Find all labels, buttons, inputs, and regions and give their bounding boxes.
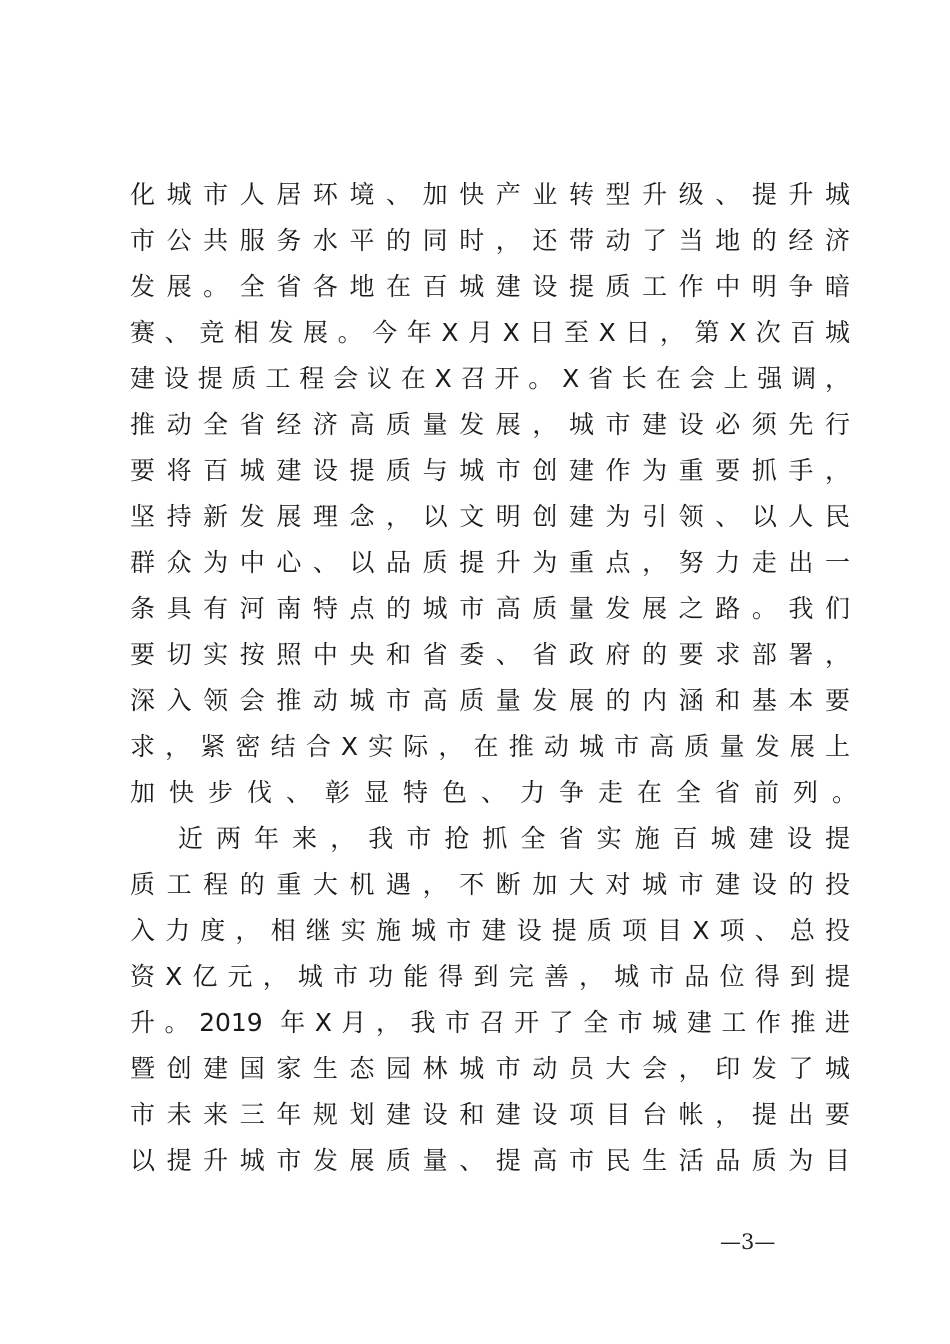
text-line: 化城市人居环境、加快产业转型升级、提升城 (130, 180, 850, 209)
text-line: 推动全省经济高质量发展，城市建设必须先行 (130, 410, 850, 439)
text-line: 深入领会推动城市高质量发展的内涵和基本要 (130, 686, 850, 715)
text-line: 要切实按照中央和省委、省政府的要求部署， (130, 640, 850, 669)
text-line: 市未来三年规划建设和建设项目台帐，提出要 (130, 1100, 850, 1129)
body-text (130, 172, 872, 1184)
text-line: 赛、竞相发展。今年X月X日至X日，第X次百城 (130, 318, 850, 347)
page-number: —3— (720, 1230, 776, 1254)
text-line: 质工程的重大机遇，不断加大对城市建设的投 (130, 870, 850, 899)
text-line: 要将百城建设提质与城市创建作为重要抓手， (130, 456, 850, 485)
text-line: 升。2019 年X月，我市召开了全市城建工作推进 (130, 1008, 850, 1037)
text-line: 市公共服务水平的同时，还带动了当地的经济 (130, 226, 850, 255)
paragraph-2 (130, 816, 850, 1184)
text-line: 坚持新发展理念，以文明创建为引领、以人民 (130, 502, 850, 531)
text-line: 资X亿元，城市功能得到完善，城市品位得到提 (130, 962, 850, 991)
text-line: 以提升城市发展质量、提高市民生活品质为目 (130, 1146, 850, 1175)
text-line: 条具有河南特点的城市高质量发展之路。我们 (130, 594, 850, 623)
paragraph-1 (130, 172, 872, 816)
text-line: 近两年来，我市抢抓全省实施百城建设提 (178, 824, 850, 853)
text-line: 入力度，相继实施城市建设提质项目X项、总投 (130, 916, 850, 945)
text-line: 群众为中心、以品质提升为重点，努力走出一 (130, 548, 850, 577)
text-line: 发展。全省各地在百城建设提质工作中明争暗 (130, 272, 850, 301)
text-line: 求，紧密结合X实际，在推动城市高质量发展上 (130, 732, 850, 761)
text-line: 加快步伐、彰显特色、力争走在全省前列。 (130, 778, 872, 807)
text-line: 建设提质工程会议在X召开。X省长在会上强调， (130, 364, 850, 393)
text-line: 暨创建国家生态园林城市动员大会，印发了城 (130, 1054, 850, 1083)
